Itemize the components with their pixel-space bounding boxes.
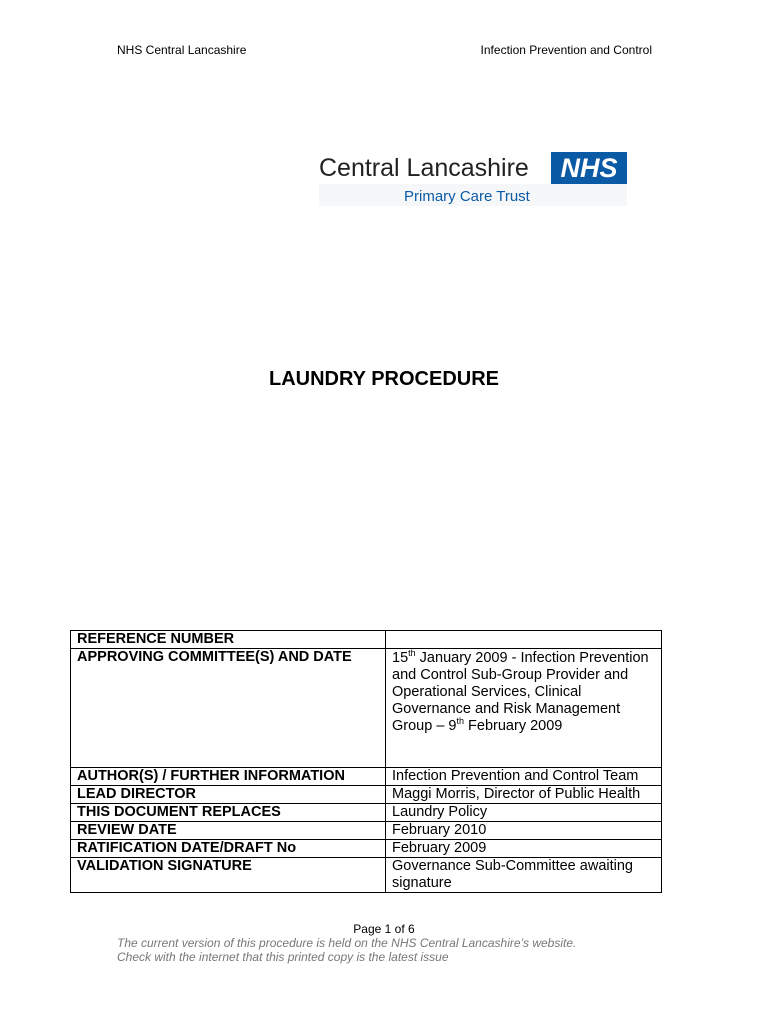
approving-committee-label: APPROVING COMMITTEE(S) AND DATE [71, 649, 386, 768]
table-row [71, 840, 662, 858]
page-number: Page 1 of 6 [353, 922, 415, 936]
reference-number-value [386, 631, 662, 649]
author-label: AUTHOR(S) / FURTHER INFORMATION [71, 768, 386, 786]
validation-value: Governance Sub-Committee awaiting signature [386, 858, 662, 893]
approval-day2-suffix: th [456, 716, 465, 727]
nhs-logo [319, 148, 629, 208]
lead-director-label: LEAD DIRECTOR [71, 786, 386, 804]
review-date-label: REVIEW DATE [71, 822, 386, 840]
approval-day: 15 [392, 650, 409, 666]
table-row [71, 649, 662, 768]
replaces-value: Laundry Policy [386, 804, 662, 822]
ratification-value: February 2009 [386, 840, 662, 858]
replaces-label: THIS DOCUMENT REPLACES [71, 804, 386, 822]
table-row [71, 804, 662, 822]
document-info-table [70, 630, 662, 893]
approving-committee-value [386, 649, 662, 768]
reference-number-label: REFERENCE NUMBER [71, 631, 386, 649]
nhs-badge: NHS [551, 152, 627, 184]
table-row [71, 768, 662, 786]
lead-director-value: Maggi Morris, Director of Public Health [386, 786, 662, 804]
logo-name: Central Lancashire [319, 154, 529, 182]
footer-note-line1: The current version of this procedure is held on the NHS Central Lancashire’s website. [117, 936, 577, 950]
document-title: LAUNDRY PROCEDURE [268, 368, 500, 390]
table-row [71, 786, 662, 804]
table-row [71, 631, 662, 649]
header-right-text: Infection Prevention and Control [480, 43, 652, 57]
header-left-text: NHS Central Lancashire [117, 43, 247, 57]
table-row [71, 822, 662, 840]
logo-subtitle: Primary Care Trust [404, 188, 530, 205]
author-value: Infection Prevention and Control Team [386, 768, 662, 786]
review-date-value: February 2010 [386, 822, 662, 840]
footer-note [117, 936, 576, 964]
table-row [71, 858, 662, 893]
approval-details: January 2009 - Infection Prevention and Control Sub-Group Provider and Operational Services, Clinical Governance and Risk Management Group – 9 [392, 650, 649, 734]
footer-note-line2: Check with the internet that this printed copy is the latest issue [117, 950, 449, 964]
ratification-label: RATIFICATION DATE/DRAFT No [71, 840, 386, 858]
approval-day-suffix: th [408, 648, 416, 659]
validation-label: VALIDATION SIGNATURE [71, 858, 386, 893]
approval-details-end: February 2009 [464, 718, 563, 734]
